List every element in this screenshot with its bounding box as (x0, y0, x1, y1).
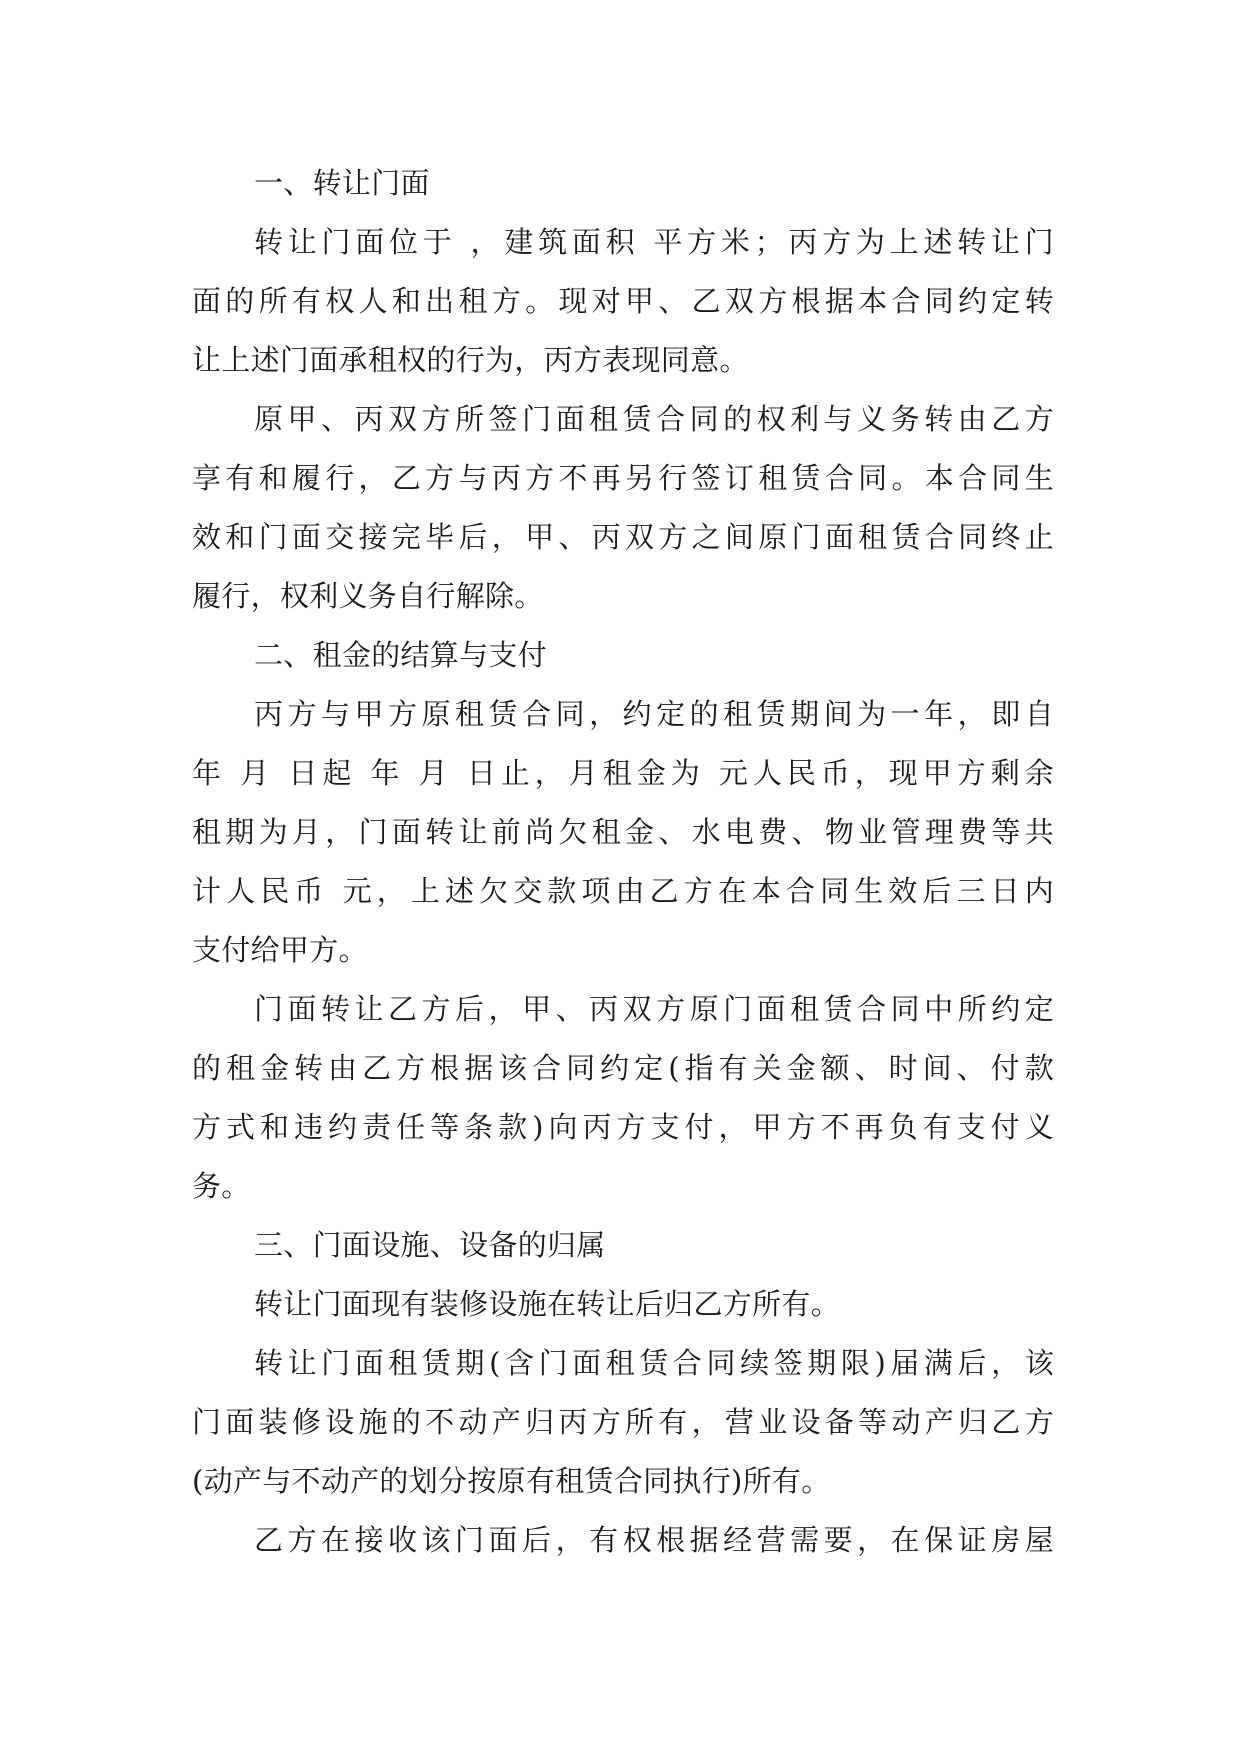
paragraph-line: 计人民币 元，上述欠交款项由乙方在本合同生效后三日内 (192, 874, 1054, 908)
paragraph-line: 面的所有权人和出租方。现对甲、乙双方根据本合同约定转 (192, 284, 1054, 318)
paragraph-line: 转让门面租赁期(含门面租赁合同续签期限)届满后，该 (254, 1346, 1054, 1380)
paragraph-line: 履行，权利义务自行解除。 (192, 579, 544, 613)
paragraph-line: 效和门面交接完毕后，甲、丙双方之间原门面租赁合同终止 (192, 520, 1054, 554)
section-heading-1: 一、转让门面 (254, 166, 430, 200)
paragraph-line: 租期为月，门面转让前尚欠租金、水电费、物业管理费等共 (192, 815, 1054, 849)
paragraph-line: 享有和履行，乙方与丙方不再另行签订租赁合同。本合同生 (192, 461, 1054, 495)
paragraph-line: 转让门面现有装修设施在转让后归乙方所有。 (254, 1287, 841, 1321)
paragraph-line: 的租金转由乙方根据该合同约定(指有关金额、时间、付款 (192, 1051, 1054, 1085)
paragraph-line: (动产与不动产的划分按原有租赁合同执行)所有。 (192, 1464, 831, 1498)
paragraph-line: 务。 (192, 1169, 251, 1203)
paragraph-line: 转让门面位于 ，建筑面积 平方米；丙方为上述转让门 (254, 225, 1054, 259)
paragraph-line: 年 月 日起 年 月 日止，月租金为 元人民币，现甲方剩余 (192, 756, 1054, 790)
paragraph-line: 门面装修设施的不动产归丙方所有，营业设备等动产归乙方 (192, 1405, 1054, 1439)
section-heading-2: 二、租金的结算与支付 (254, 638, 548, 672)
paragraph-line: 让上述门面承租权的行为，丙方表现同意。 (192, 343, 749, 377)
paragraph-line: 丙方与甲方原租赁合同，约定的租赁期间为一年，即自 (254, 697, 1054, 731)
section-heading-3: 三、门面设施、设备的归属 (254, 1228, 606, 1262)
paragraph-line: 门面转让乙方后，甲、丙双方原门面租赁合同中所约定 (254, 992, 1054, 1026)
document-body (192, 154, 1054, 1570)
paragraph-line: 方式和违约责任等条款)向丙方支付，甲方不再负有支付义 (192, 1110, 1054, 1144)
paragraph-line: 支付给甲方。 (192, 933, 368, 967)
paragraph-line: 原甲、丙双方所签门面租赁合同的权利与义务转由乙方 (254, 402, 1054, 436)
paragraph-line: 乙方在接收该门面后，有权根据经营需要，在保证房屋 (254, 1523, 1054, 1557)
